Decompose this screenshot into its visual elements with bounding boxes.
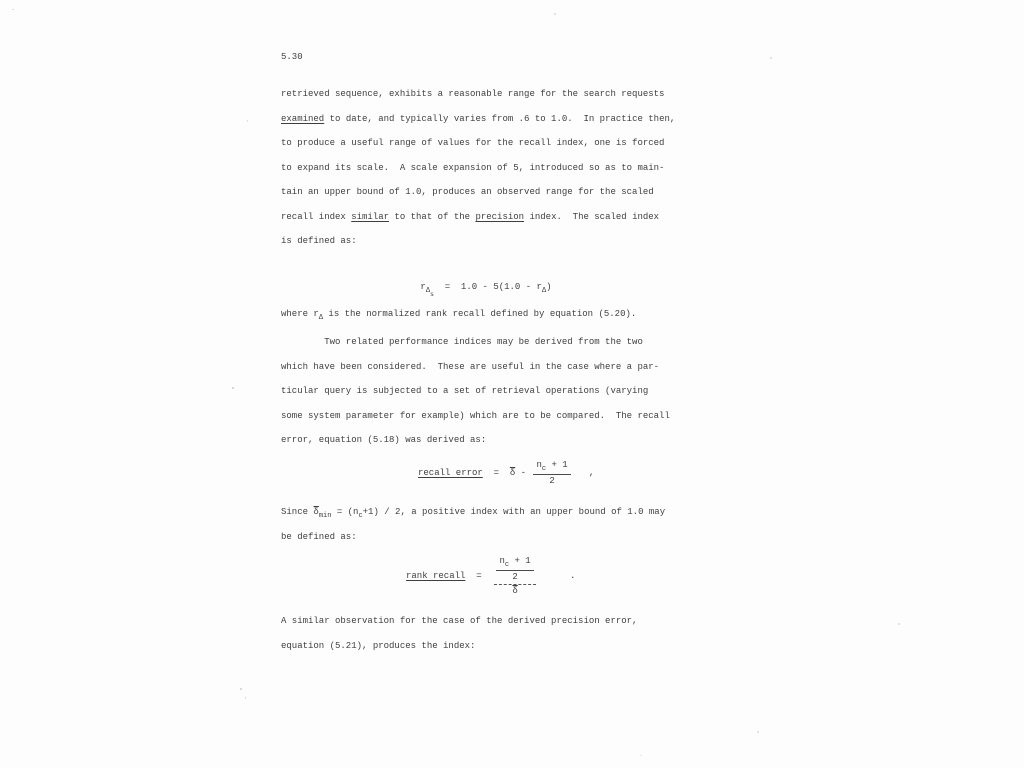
scan-speck	[12, 9, 14, 10]
text-run: which have been considered. These are useful in the case where a par-	[281, 361, 660, 372]
equation-recall-error	[418, 449, 594, 497]
equation-rank-recall	[406, 546, 575, 606]
scan-speck	[898, 623, 900, 625]
equals-sign: =	[465, 571, 493, 581]
main-fraction-bar	[494, 584, 535, 585]
page-number: 5.30	[281, 52, 303, 62]
text-run: Two related performance indices may be derived from the two	[281, 337, 643, 347]
scan-speck	[247, 120, 248, 122]
scan-speck	[554, 13, 556, 15]
scan-speck	[232, 387, 234, 389]
emphasized-text: similar	[351, 211, 390, 222]
paragraph-performance-indices	[281, 330, 711, 453]
trailing-comma: ,	[572, 468, 595, 478]
text-line	[281, 156, 701, 181]
text-line	[281, 205, 701, 230]
scan-speck	[757, 731, 759, 733]
text-line	[281, 107, 701, 132]
text-run: some system parameter for example) which are to be compared. The recall	[281, 410, 670, 421]
rank-recall-label: rank recall	[406, 571, 466, 581]
subscript: Δ	[318, 314, 324, 322]
text-line	[281, 302, 711, 327]
text-run: to produce a useful range of values for the recall index, one is forced	[281, 138, 665, 148]
text-run: to date, and typically varies from .6 to 1.0. In practice then,	[324, 113, 676, 124]
text-run: recall index	[281, 211, 352, 222]
scan-speck	[245, 697, 246, 699]
text-run: to that of the	[389, 211, 476, 222]
closing-clause	[281, 609, 711, 658]
minus-sign: -	[515, 468, 532, 478]
text-run: is defined as:	[281, 236, 357, 246]
text-run: index. The scaled index	[524, 211, 660, 222]
fraction-numerator: $n_c + 1$	[533, 460, 570, 475]
text-line	[281, 500, 711, 525]
trailing-period: .	[537, 571, 576, 581]
scan-speck	[240, 688, 242, 690]
text-line	[281, 609, 711, 634]
text-run: retrieved sequence, exhibits a reasonable range for the search requests	[281, 89, 665, 99]
emphasized-text: examined	[281, 113, 325, 124]
variable-recall: $r_\Delta$	[536, 282, 547, 295]
mean-rank-symbol: $\overline{\delta}$	[509, 468, 516, 478]
text-line	[281, 379, 711, 404]
close-paren: )	[546, 282, 552, 292]
where-clause	[281, 302, 711, 327]
text-run: ticular query is subjected to a set of retrieval operations (varying	[281, 386, 649, 396]
equals-sign: =	[482, 468, 510, 478]
scan-speck	[770, 57, 772, 59]
text-line	[281, 82, 701, 107]
inner-denominator: 2	[512, 572, 518, 582]
text-line	[281, 355, 711, 380]
text-run: tain an upper bound of 1.0, produces an observed range for the scaled	[281, 187, 654, 197]
emphasized-text: precision	[475, 211, 525, 222]
scan-speck	[520, 368, 522, 369]
text-run: = (n	[331, 507, 359, 517]
text-run: to expand its scale. A scale expansion of 5, introduced so as to main-	[281, 162, 665, 173]
fraction	[533, 460, 570, 486]
since-clause	[281, 500, 711, 549]
recall-error-label: recall error	[418, 468, 483, 478]
text-line	[281, 634, 711, 659]
text-run: be defined as:	[281, 531, 357, 542]
text-run: A similar observation for the case of the derived precision error,	[281, 616, 638, 626]
text-run: is the normalized rank recall defined by equation (5.20).	[323, 309, 637, 319]
text-run: Since	[281, 507, 314, 517]
inner-numerator: $n_c + 1$	[496, 556, 533, 571]
paragraph-recall-scale	[281, 82, 701, 254]
text-run: equation (5.21), produces the index:	[281, 640, 476, 651]
equation-body: = 1.0 - 5(1.0 -	[433, 282, 537, 292]
subscript: c	[358, 512, 363, 520]
text-run: error, equation (5.18) was derived as:	[281, 435, 487, 445]
subscript: min	[318, 512, 332, 520]
text-line	[281, 131, 701, 156]
text-line	[281, 180, 701, 205]
nested-fraction	[494, 556, 535, 596]
text-run: where r	[281, 309, 319, 319]
fraction-denominator: 2	[549, 476, 555, 486]
scan-speck	[640, 755, 642, 756]
text-line	[281, 229, 701, 254]
outer-denominator-mean-rank: δ	[512, 586, 518, 596]
text-line	[281, 404, 711, 429]
inner-fraction	[496, 556, 533, 582]
text-line	[281, 330, 711, 355]
overbar-symbol: $\overline{\delta}$	[313, 507, 319, 517]
text-run: +1) / 2, a positive index with an upper bound of 1.0 may	[362, 507, 666, 517]
variable-scaled-recall: $r_{\Delta s}$	[420, 282, 434, 298]
